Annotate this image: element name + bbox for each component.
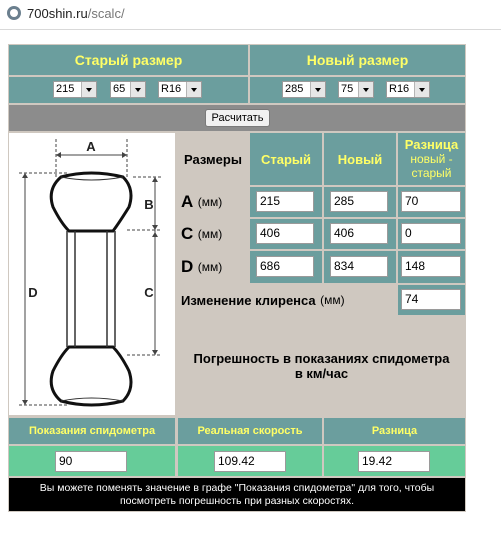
new-size-header: Новый размер	[250, 45, 465, 75]
dimension-label-d: D	[28, 285, 38, 300]
diff-d-input[interactable]: 148	[401, 256, 461, 277]
cell-reading	[9, 446, 175, 476]
cell-real-speed	[178, 446, 322, 476]
speedometer-error-title: Погрешность в показаниях спидометра в км/час	[193, 351, 450, 381]
cell-new-d	[324, 251, 396, 283]
col-header-reading: Показания спидометра	[9, 418, 175, 444]
old-rim-select[interactable]: R16	[158, 81, 202, 98]
old-size-selects	[9, 77, 248, 103]
old-width-select[interactable]: 215	[53, 81, 97, 98]
new-a-input[interactable]: 285	[330, 191, 388, 212]
clearance-label: Изменение клиренса (мм)	[181, 292, 345, 308]
site-favicon-icon	[7, 6, 21, 20]
usage-note: Вы можете поменять значение в графе "Показания спидометра" для того, чтобы посмотреть погрешность при разных скоростях.	[9, 478, 465, 511]
old-profile-select[interactable]: 65	[110, 81, 146, 98]
col-header-speed-diff: Разница	[324, 418, 465, 444]
speed-diff-input[interactable]: 19.42	[358, 451, 430, 472]
calculator-panel	[8, 44, 466, 512]
row-label-a: A (мм)	[181, 192, 223, 211]
cell-diff-c	[398, 219, 465, 249]
real-speed-input[interactable]: 109.42	[214, 451, 286, 472]
chevron-down-icon	[358, 82, 373, 97]
old-d-input[interactable]: 686	[256, 256, 314, 277]
col-header-diff-subtitle: новый - старый	[410, 152, 453, 180]
speedometer-reading-input[interactable]: 90	[55, 451, 127, 472]
chevron-down-icon	[130, 82, 145, 97]
row-label-d: D (мм)	[181, 257, 223, 276]
dimension-label-c: C	[144, 285, 154, 300]
old-size-header: Старый размер	[9, 45, 248, 75]
chevron-down-icon	[310, 82, 325, 97]
tire-cross-section-diagram	[9, 133, 175, 415]
new-width-select[interactable]: 285	[282, 81, 326, 98]
dimension-label-b: B	[144, 197, 154, 212]
diff-a-input[interactable]: 70	[401, 191, 461, 212]
new-size-selects	[250, 77, 465, 103]
new-rim-select[interactable]: R16	[386, 81, 430, 98]
col-header-new: Новый	[324, 133, 396, 185]
new-c-input[interactable]: 406	[330, 223, 388, 244]
row-label-c: C (мм)	[181, 224, 223, 243]
tire-diagram	[9, 133, 175, 415]
old-a-input[interactable]: 215	[256, 191, 314, 212]
new-profile-select[interactable]: 75	[338, 81, 374, 98]
calculate-button[interactable]: Расчитать	[205, 109, 270, 127]
col-header-diff	[398, 133, 465, 185]
dimension-label-a: A	[86, 139, 96, 154]
clearance-input[interactable]: 74	[401, 289, 461, 310]
cell-diff-d	[398, 251, 465, 283]
cell-old-a	[250, 187, 322, 217]
cell-old-d	[250, 251, 322, 283]
cell-new-a	[324, 187, 396, 217]
address-bar[interactable]	[0, 0, 501, 30]
url-text[interactable]: 700shin.ru/scalc/	[27, 6, 125, 21]
col-header-old: Старый	[250, 133, 322, 185]
cell-old-c	[250, 219, 322, 249]
cell-new-c	[324, 219, 396, 249]
calc-row	[9, 105, 465, 131]
cell-clearance	[398, 285, 465, 315]
cell-speed-diff	[324, 446, 465, 476]
old-c-input[interactable]: 406	[256, 223, 314, 244]
diff-c-input[interactable]: 0	[401, 223, 461, 244]
chevron-down-icon	[81, 82, 96, 97]
new-d-input[interactable]: 834	[330, 256, 388, 277]
col-header-diff-title: Разница	[404, 137, 459, 152]
col-header-real-speed: Реальная скорость	[178, 418, 322, 444]
chevron-down-icon	[414, 82, 429, 97]
chevron-down-icon	[186, 82, 201, 97]
cell-diff-a	[398, 187, 465, 217]
col-header-sizes: Размеры	[184, 151, 242, 167]
